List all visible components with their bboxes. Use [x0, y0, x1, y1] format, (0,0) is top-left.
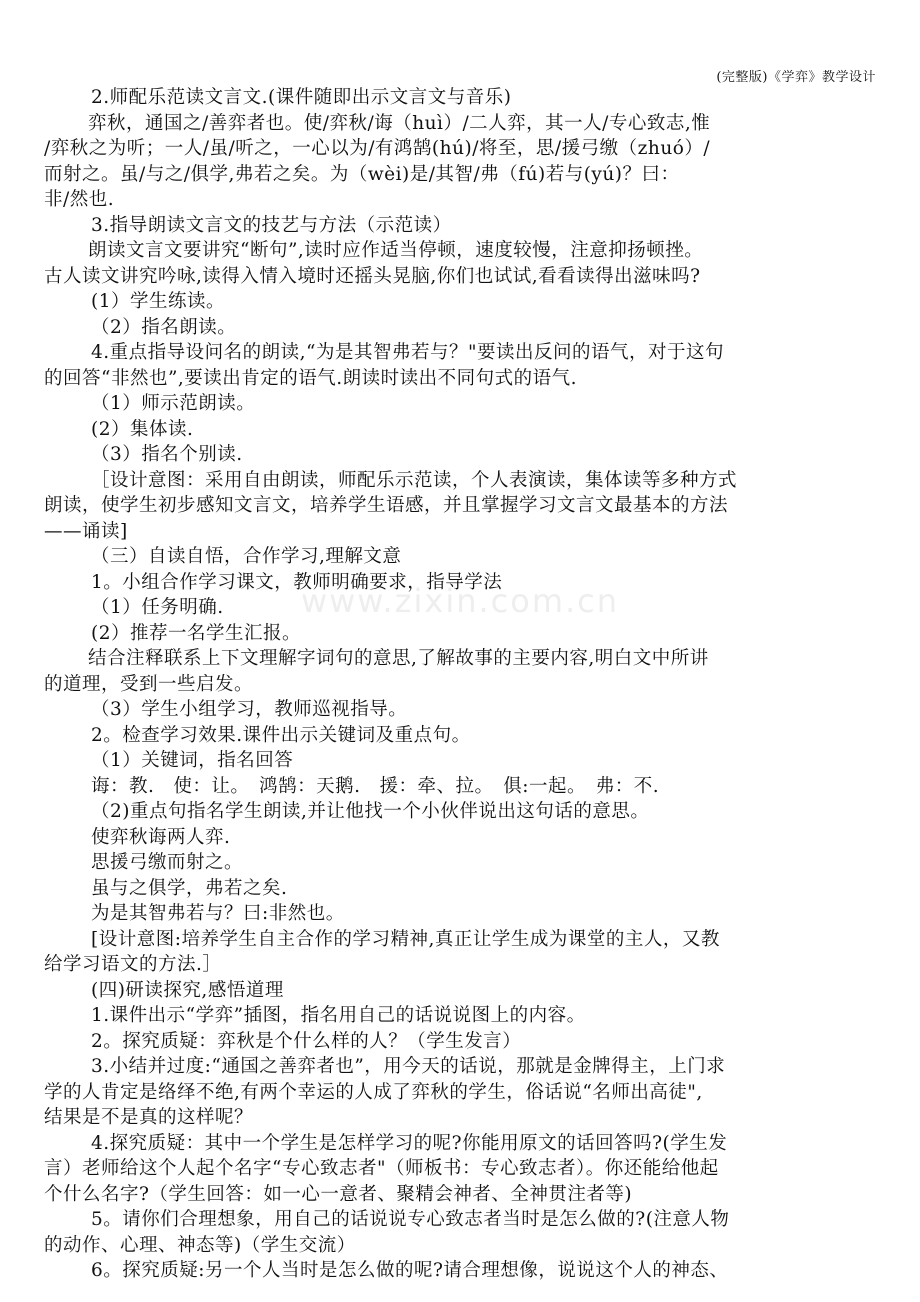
paragraph-line: 6。探究质疑:另一个人当时是怎么做的呢?请合理想像，说说这个人的神态、: [91, 1260, 729, 1281]
paragraph-line: 弈秋，通国之/善弈者也。使/弈秋/诲（huì）/二人弈，其一人/专心致志,惟: [88, 112, 711, 134]
paragraph-line: 结合注释联系上下文理解字词句的意思,了解故事的主要内容,明白文中所讲: [88, 648, 709, 669]
paragraph-line: （1）任务明确.: [91, 597, 224, 618]
paragraph-line: 使弈秋诲两人弈.: [91, 826, 231, 848]
paragraph-line: (2）集体读.: [91, 418, 194, 440]
paragraph-line: 1。小组合作学习课文，教师明确要求，指导学法: [91, 571, 503, 593]
paragraph-line: 朗读文言文要讲究“断句”,读时应作适当停顿，速度较慢，注意抑扬顿挫。: [88, 240, 704, 261]
section-heading: (四)研读探究,感悟道理: [91, 979, 284, 1001]
paragraph-line: （2）指名朗读。: [91, 316, 237, 338]
paragraph-line: 而射之。虽/与之/俱学,弗若之矣。为（wèi)是/其智/弗（fú)若与(yú)？曰：: [44, 163, 680, 185]
paragraph-line: [设计意图:培养学生自主合作的学习精神,真正让学生成为课堂的主人，又教: [91, 928, 720, 950]
document-body: [44, 85, 880, 1284]
paragraph-line: 的动作、心理、神态等)（学生交流）: [44, 1234, 356, 1256]
paragraph-line: 2.师配乐范读文言文.(课件随即出示文言文与音乐): [91, 87, 512, 108]
paragraph-line: 为是其智弗若与？曰:非然也。: [91, 903, 345, 924]
paragraph-line: （2)重点句指名学生朗读,并让他找一个小伙伴说出这句话的意思。: [91, 801, 650, 822]
paragraph-line: 3.小结并过度:“通国之善弈者也”，用今天的话说，那就是金牌得主，上门求: [91, 1056, 726, 1077]
paragraph-line: 2。探究质疑：弈秋是个什么样的人？（学生发言）: [91, 1030, 522, 1052]
paragraph-line: 古人读文讲究吟咏,读得入情入境时还摇头晃脑,你们也试试,看看读得出滋味吗?: [44, 265, 701, 287]
paragraph-line: 个什么名字?（学生回答：如一心一意者、聚精会神者、全神贯注者等): [44, 1183, 633, 1205]
paragraph-line: 给学习语文的方法.］: [44, 954, 222, 975]
paragraph-line: 1.课件出示“学弈”插图，指名用自己的话说说图上的内容。: [91, 1005, 586, 1026]
paragraph-line: (2）推荐一名学生汇报。: [91, 622, 301, 644]
paragraph-line: ——诵读]: [44, 520, 128, 542]
paragraph-line: （1）师示范朗读。: [91, 393, 256, 414]
section-heading: （三）自读自悟，合作学习,理解文意: [91, 546, 402, 567]
paragraph-line: 4.重点指导设问名的朗读,“为是其智弗若与？"要读出反问的语气，对于这句: [91, 342, 725, 363]
paragraph-line: 学的人肯定是络绎不绝,有两个幸运的人成了弈秋的学生，俗话说“名师出高徒",: [44, 1081, 703, 1103]
paragraph-line: 结果是不是真的这样呢？: [44, 1107, 254, 1128]
watermark: www.zixin.com.cn: [300, 582, 620, 620]
paragraph-line: (1）学生练读。: [91, 291, 225, 312]
paragraph-line: 2。检查学习效果.课件出示关键词及重点句。: [91, 724, 471, 746]
paragraph-line: （3）学生小组学习，教师巡视指导。: [91, 699, 408, 720]
paragraph-line: （3）指名个别读.: [91, 444, 243, 465]
paragraph-line: ［设计意图：采用自由朗读，师配乐示范读，个人表演读，集体读等多种方式: [91, 469, 738, 491]
paragraph-line: （1）关键词，指名回答: [91, 750, 294, 771]
paragraph-line: 虽与之俱学，弗若之矣.: [91, 877, 288, 899]
paragraph-line: 的回答“非然也”,要读出肯定的语气.朗读时读出不同句式的语气.: [44, 367, 578, 389]
page-header: (完整版)《学弈》教学设计: [716, 70, 876, 85]
paragraph-line: 3.指导朗读文言文的技艺与方法（示范读）: [91, 214, 452, 236]
paragraph-line: 5。请你们合理想象，用自己的话说说专心致志者当时是怎么做的?(注意人物: [91, 1209, 730, 1230]
paragraph-line: 思援弓缴而射之。: [91, 852, 244, 873]
paragraph-line: 非/然也.: [44, 189, 115, 210]
paragraph-line: 言）老师给这个人起个名字“专心致志者"（师板书：专心致志者）。你还能给他起: [44, 1158, 719, 1179]
paragraph-line: 诲：教. 使：让。 鸿鹄：天鹅. 援：牵、拉。 俱:一起。 弗：不.: [91, 775, 660, 797]
paragraph-line: 朗读，使学生初步感知文言文，培养学生语感，并且掌握学习文言文最基本的方法: [44, 495, 729, 516]
paragraph-line: /弈秋之为听；一人/虽/听之，一心以为/有鸿鹄(hú)/将至，思/援弓缴（zhuó）/: [44, 138, 711, 159]
paragraph-line: 的道理，受到一些启发。: [44, 673, 254, 695]
paragraph-line: 4.探究质疑：其中一个学生是怎样学习的呢?你能用原文的话回答吗?(学生发: [91, 1132, 728, 1154]
